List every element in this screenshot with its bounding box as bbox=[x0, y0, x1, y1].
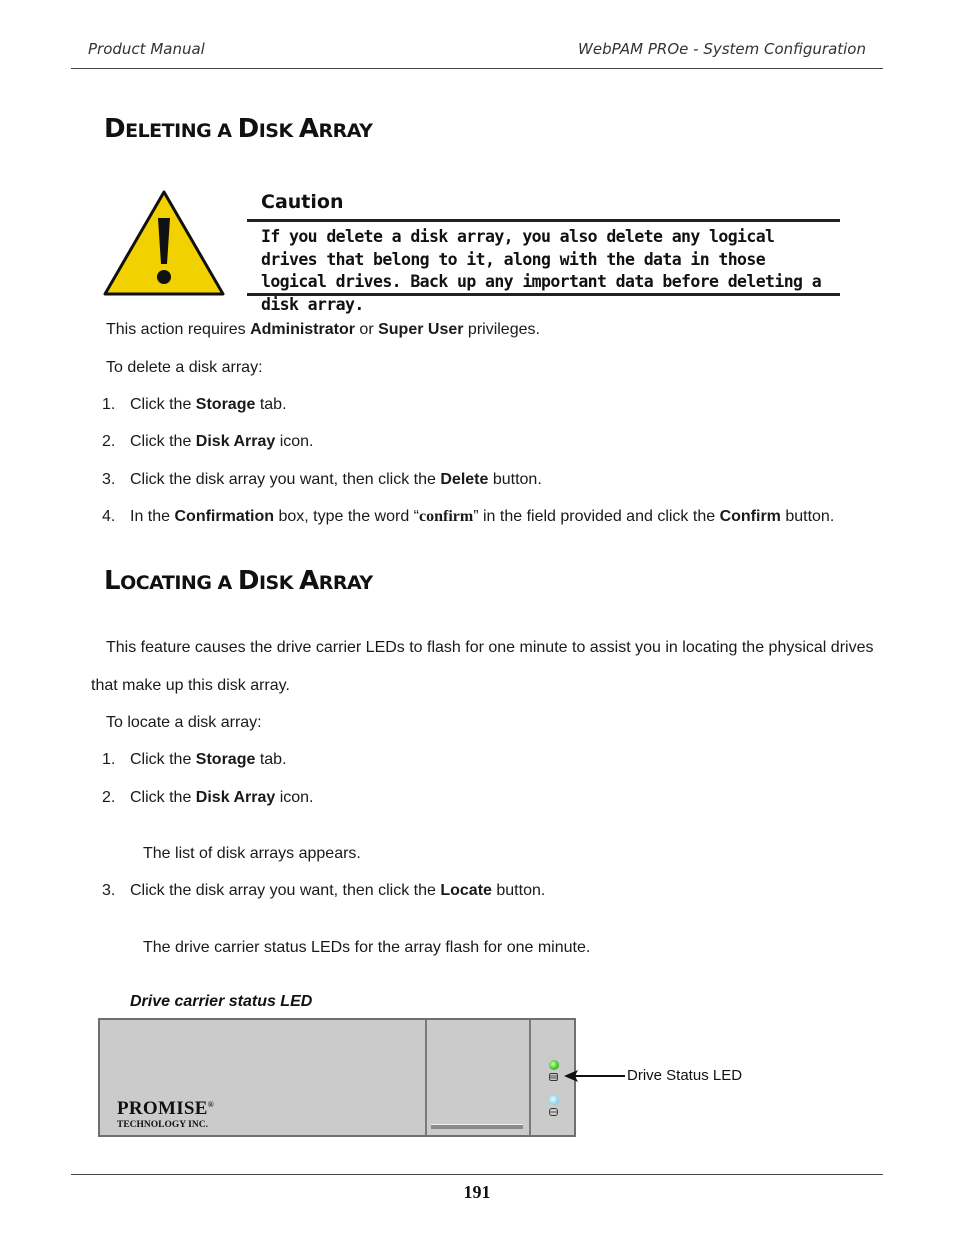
caution-title: Caution bbox=[261, 191, 344, 213]
arrow-left-icon bbox=[562, 1066, 626, 1086]
step-number: 3. bbox=[102, 882, 116, 899]
caution-text: If you delete a disk array, you also delete any logical drives that belong to it, along with the data in those logical drives. Back up any important data before deleting a disk array. bbox=[261, 227, 822, 314]
locate-step-2-result: The list of disk arrays appears. bbox=[143, 845, 361, 862]
step-number: 1. bbox=[102, 396, 116, 413]
disk-status-icon bbox=[549, 1073, 558, 1081]
section-title-locating: LOCATING A DISK ARRAY bbox=[104, 566, 373, 596]
page-number: 191 bbox=[463, 1182, 491, 1202]
panel-divider bbox=[529, 1020, 531, 1135]
drive-carrier-figure bbox=[98, 1018, 576, 1137]
brand-subtitle: TECHNOLOGY INC. bbox=[117, 1120, 208, 1130]
privileges-text: This action requires Administrator or Super User privileges. bbox=[106, 321, 540, 338]
footer-rule bbox=[71, 1174, 883, 1175]
section-title-deleting: DELETING A DISK ARRAY bbox=[104, 114, 373, 144]
step-number: 2. bbox=[102, 789, 116, 806]
delete-step-2: Click the Disk Array icon. bbox=[130, 433, 314, 450]
locate-step-2: Click the Disk Array icon. bbox=[130, 789, 314, 806]
panel-divider bbox=[425, 1020, 427, 1135]
delete-step-3: Click the disk array you want, then click the Delete button. bbox=[130, 471, 542, 488]
header-rule bbox=[71, 68, 883, 69]
carrier-handle bbox=[431, 1124, 523, 1129]
drive-status-led-label: Drive Status LED bbox=[627, 1067, 743, 1084]
step-number: 3. bbox=[102, 471, 116, 488]
figure-caption: Drive carrier status LED bbox=[130, 993, 313, 1010]
delete-step-1: Click the Storage tab. bbox=[130, 396, 287, 413]
locate-step-3: Click the disk array you want, then click the Locate button. bbox=[130, 882, 546, 899]
delete-intro: To delete a disk array: bbox=[106, 359, 263, 376]
drive-status-led bbox=[549, 1060, 559, 1070]
power-led bbox=[549, 1095, 559, 1105]
locate-step-1: Click the Storage tab. bbox=[130, 751, 287, 768]
header-left-text: Product Manual bbox=[88, 40, 205, 58]
locate-description-line1: This feature causes the drive carrier LEDs to flash for one minute to assist you in locating the physical drives bbox=[106, 639, 874, 656]
locate-description-line2: that make up this disk array. bbox=[91, 677, 290, 694]
locate-step-3-result: The drive carrier status LEDs for the array flash for one minute. bbox=[143, 939, 591, 956]
disk-power-icon bbox=[549, 1108, 558, 1116]
header-right-text: WebPAM PROe - System Configuration bbox=[578, 40, 866, 58]
delete-step-4: In the Confirmation box, type the word “confirm” in the field provided and click the Confirm button. bbox=[130, 508, 835, 525]
brand-logo: PROMISE® bbox=[117, 1098, 215, 1119]
warning-icon bbox=[103, 190, 225, 296]
locate-intro: To locate a disk array: bbox=[106, 714, 262, 731]
step-number: 1. bbox=[102, 751, 116, 768]
step-number: 4. bbox=[102, 508, 116, 525]
step-number: 2. bbox=[102, 433, 116, 450]
